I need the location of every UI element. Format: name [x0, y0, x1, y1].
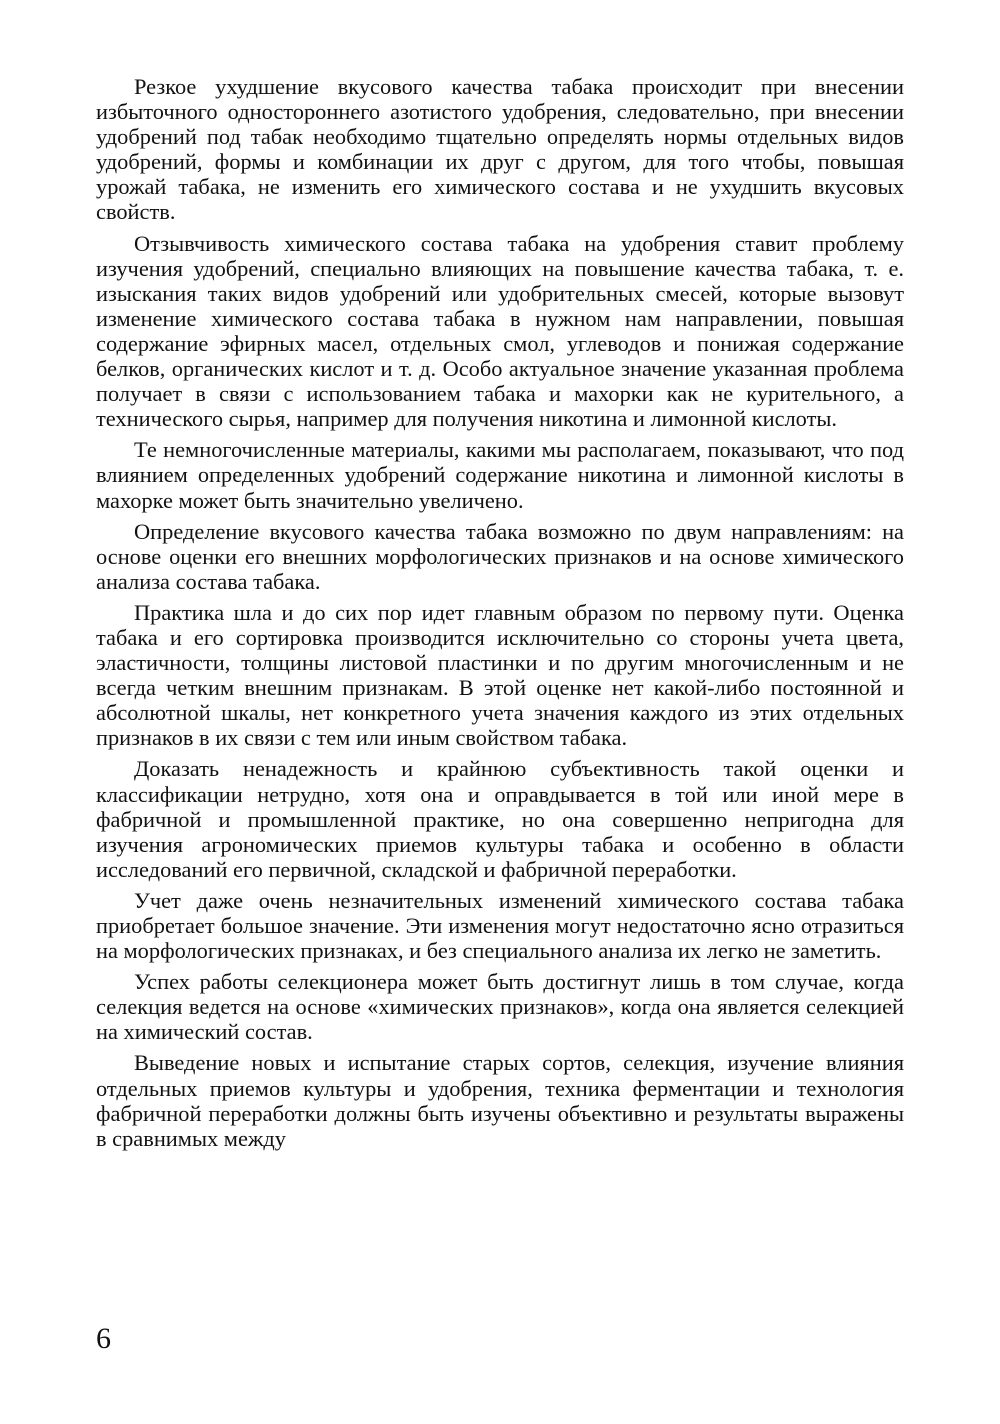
- paragraph: Те немногочисленные материалы, какими мы располагаем, показывают, что под влиянием определенных удобрений содержание никотина и лимонной кислоты в махорке может быть значительно увеличено.: [96, 437, 904, 513]
- paragraph: Учет даже очень незначительных изменений химического состава табака приобретает большое значение. Эти изменения могут недостаточно ясно отразиться на морфологических признаках, и без специального анализа их легко не заметить.: [96, 887, 904, 964]
- page-number: 6: [96, 1322, 111, 1355]
- paragraph: Практика шла и до сих пор идет главным образом по первому пути. Оценка табака и его сортировка производится исключительно со стороны учета цвета, эластичности, толщины листовой пластинки и по другим многочисленным и не всегда четким внешним признакам. В этой оценке нет какой-либо постоянной и абсолютной шкалы, нет конкретного учета значения каждого из этих отдельных признаков в их связи с тем или иным свойством табака.: [96, 599, 904, 751]
- paragraph: Выведение новых и испытание старых сортов, селекция, изучение влияния отдельных приемов культуры и удобрения, техника ферментации и технология фабричной переработки должны быть изучены объективно и результаты выражены в сравнимых между: [96, 1050, 904, 1151]
- paragraph: Успех работы селекционера может быть достигнут лишь в том случае, когда селекция ведется на основе «химических признаков», когда она является селекцией на химический состав.: [96, 969, 904, 1045]
- paragraph: Определение вкусового качества табака возможно по двум направлениям: на основе оценки его внешних морфологических признаков и на основе химического анализа состава табака.: [96, 518, 904, 594]
- paragraph: Отзывчивость химического состава табака на удобрения ставит проблему изучения удобрений, специально влияющих на повышение качества табака, т. е. изыскания таких видов удобрений или удобрительных смесей, которые вызовут изменение химического состава табака в нужном нам направлении, повышая содержание эфирных масел, отдельных смол, углеводов и понижая содержание белков, органических кислот и т. д. Особо актуальное значение указанная проблема получает в связи с использованием табака и махорки как не курительного, а технического сырья, например для получения никотина и лимонной кислоты.: [96, 230, 904, 432]
- paragraph: Резкое ухудшение вкусового качества табака происходит при внесении избыточного одностороннего азотистого удобрения, следовательно, при внесении удобрений под табак необходимо тщательно определять нормы отдельных видов удобрений, формы и комбинации их друг с другом, для того чтобы, повышая урожай табака, не изменить его химического состава и не ухудшить вкусовых свойств.: [96, 74, 904, 225]
- body-text: [96, 74, 904, 1157]
- paragraph: Доказать ненадежность и крайнюю субъективность такой оценки и классификации нетрудно, хотя она и оправдывается в той или иной мере в фабричной и промышленной практике, но она совершенно непригодна для изучения агрономических приемов культуры табака и особенно в области исследований его первичной, складской и фабричной переработки.: [96, 756, 904, 882]
